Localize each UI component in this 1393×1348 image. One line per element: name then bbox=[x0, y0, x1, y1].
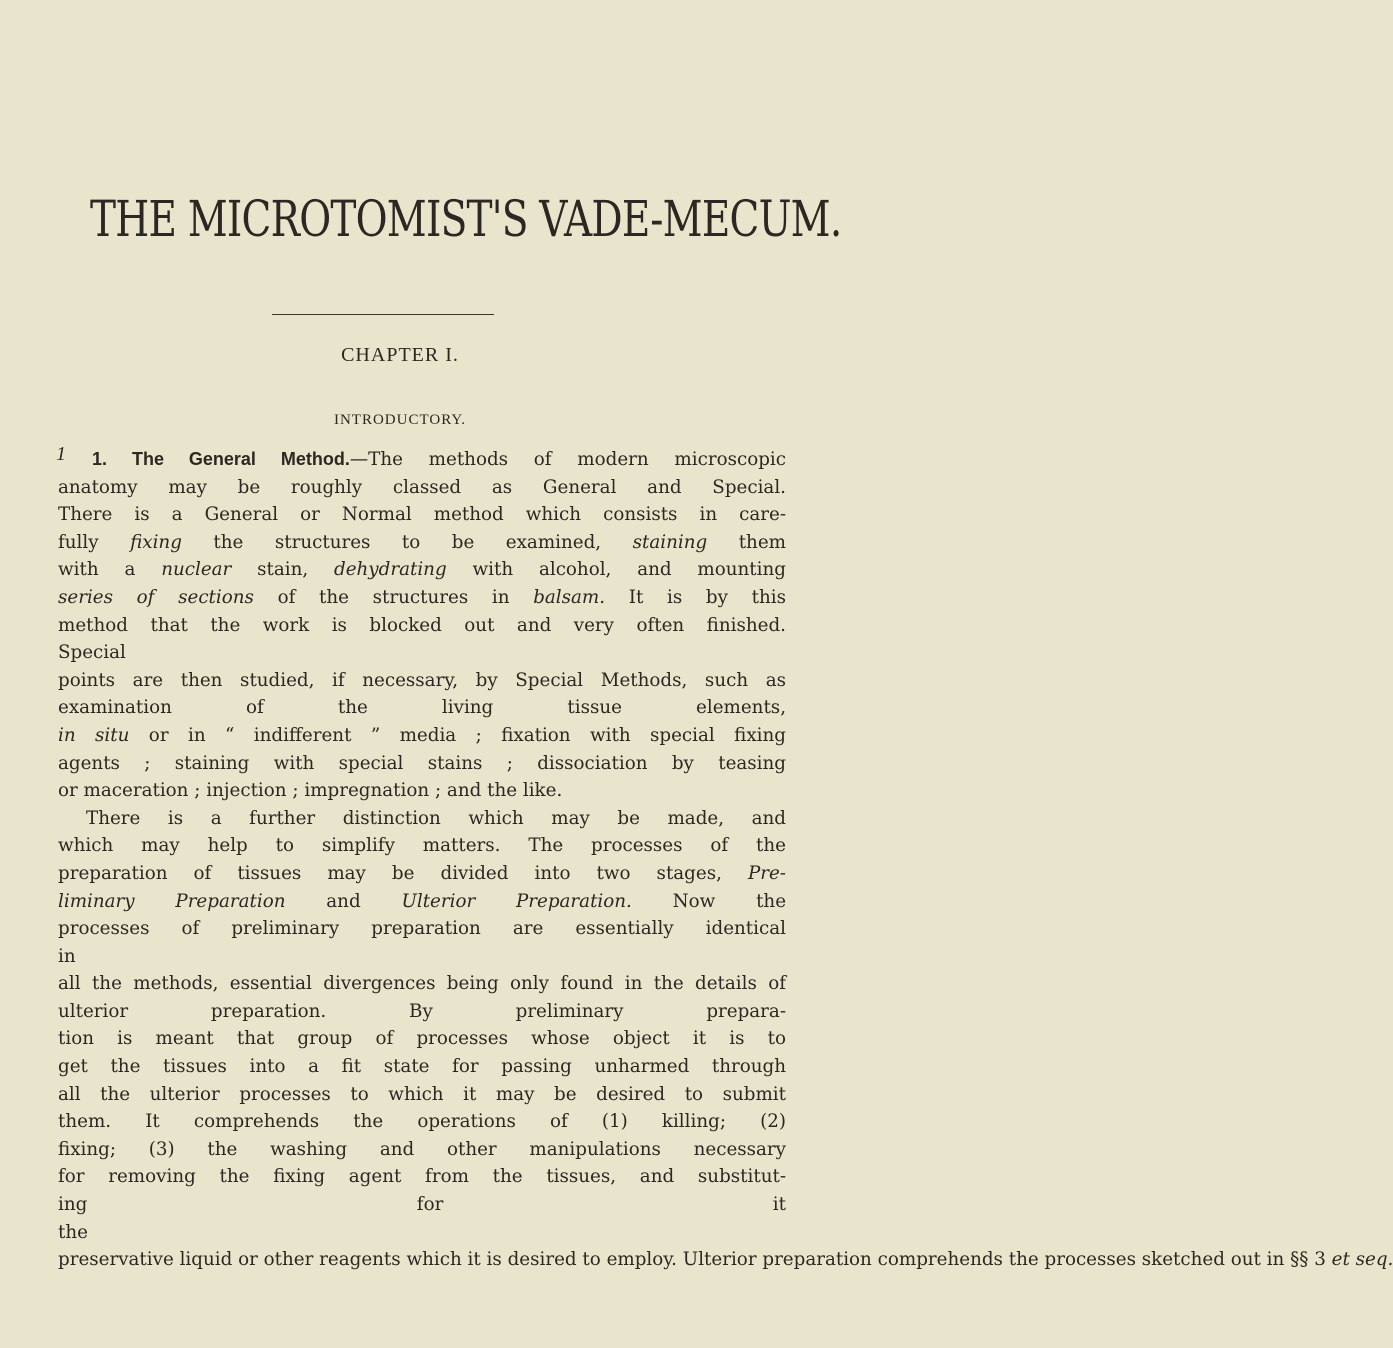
text-line bbox=[58, 915, 786, 943]
text-line bbox=[58, 1219, 786, 1247]
text-segment: which may help to simplify matters. The processes of the bbox=[58, 835, 786, 857]
text-line bbox=[58, 1191, 786, 1219]
text-line bbox=[58, 722, 786, 750]
text-line bbox=[58, 805, 786, 833]
text-segment: It is by this bbox=[605, 586, 786, 608]
text-segment: with alcohol, and mounting bbox=[446, 559, 786, 581]
text-segment: Special bbox=[58, 642, 126, 664]
text-segment: ing for it bbox=[58, 1194, 786, 1216]
italic-term: nuclear bbox=[161, 559, 232, 581]
text-segment: and bbox=[285, 890, 402, 912]
margin-mark: 1 bbox=[56, 443, 66, 465]
italic-term: in situ bbox=[58, 724, 130, 746]
text-segment: points are then studied, if necessary, by Special Methods, such as examination of the living tissue elements, bbox=[58, 669, 786, 719]
text-segment: preservative liquid or other reagents which it is desired to employ. Ulterior preparation comprehends the processes sketched out in §§ 3 bbox=[58, 1249, 1332, 1271]
text-line bbox=[58, 1053, 786, 1081]
text-line bbox=[58, 446, 786, 474]
text-segment: of the structures in bbox=[253, 586, 534, 608]
text-line bbox=[58, 860, 786, 888]
text-segment: fully bbox=[58, 531, 131, 553]
italic-term: series of sections bbox=[58, 586, 254, 608]
section-number: 1. bbox=[92, 449, 132, 469]
section-heading: The General Method. bbox=[131, 449, 350, 469]
text-segment: get the tissues into a fit state for passing unharmed through bbox=[58, 1056, 786, 1078]
text-line bbox=[58, 667, 786, 722]
text-segment: Now the bbox=[631, 890, 787, 912]
text-segment: all the methods, essential divergences being only found in the details of ulterior preparation. By preliminary prepara- bbox=[58, 973, 786, 1022]
italic-term: staining bbox=[632, 531, 708, 553]
text-segment: anatomy may be roughly classed as General and Special. bbox=[58, 476, 786, 498]
italic-term: balsam. bbox=[533, 586, 606, 608]
text-segment: in bbox=[58, 945, 76, 967]
text-line bbox=[58, 1081, 786, 1109]
text-segment: tion is meant that group of processes whose object it is to bbox=[58, 1028, 786, 1050]
text-line bbox=[58, 639, 786, 667]
text-segment: the bbox=[58, 1221, 88, 1243]
text-segment: them. It comprehends the operations of (1) killing; (2) bbox=[58, 1111, 786, 1133]
text-line bbox=[58, 584, 786, 612]
text-line bbox=[58, 612, 786, 640]
text-segment: with a bbox=[58, 559, 162, 581]
body-text bbox=[58, 446, 1393, 1274]
text-line bbox=[58, 970, 786, 1025]
text-line bbox=[58, 1246, 1393, 1274]
text-line bbox=[58, 750, 786, 778]
italic-term: liminary Preparation bbox=[58, 890, 286, 912]
text-line bbox=[58, 1025, 786, 1053]
text-line bbox=[58, 832, 786, 860]
text-line bbox=[58, 943, 786, 971]
text-segment: for removing the fixing agent from the tissues, and substitut- bbox=[58, 1166, 786, 1188]
title-rule bbox=[272, 314, 494, 315]
text-line bbox=[58, 888, 786, 916]
text-line bbox=[58, 1163, 786, 1191]
chapter-heading: CHAPTER I. bbox=[341, 344, 459, 366]
book-title: THE MICROTOMIST'S VADE-MECUM. bbox=[90, 190, 842, 248]
text-segment: fixing; (3) the washing and other manipulations necessary bbox=[58, 1138, 786, 1160]
italic-term: Ulterior Preparation. bbox=[401, 890, 632, 912]
text-segment: agents ; staining with special stains ; dissociation by teasing bbox=[58, 752, 786, 774]
text-segment: processes of preliminary preparation are essentially identical bbox=[58, 918, 786, 940]
text-segment: —The methods of modern microscopic bbox=[349, 449, 787, 470]
text-segment: stain, bbox=[231, 559, 335, 581]
text-line bbox=[58, 501, 786, 529]
text-line bbox=[58, 1108, 786, 1136]
text-segment: all the ulterior processes to which it may be desired to submit bbox=[58, 1083, 786, 1105]
italic-term: dehydrating bbox=[334, 559, 447, 581]
text-line bbox=[58, 529, 786, 557]
text-line bbox=[58, 777, 786, 805]
text-line bbox=[58, 556, 786, 584]
text-segment: or in “ indifferent ” media ; fixation with special fixing bbox=[129, 724, 786, 746]
text-segment: There is a further distinction which may be made, and bbox=[86, 807, 786, 829]
text-segment: them bbox=[707, 531, 786, 553]
text-line bbox=[58, 474, 786, 502]
text-segment: or maceration ; injection ; impregnation ; and the like. bbox=[58, 780, 563, 802]
italic-term: fixing bbox=[130, 531, 182, 553]
chapter-subtitle: INTRODUCTORY. bbox=[333, 412, 467, 428]
text-segment: method that the work is blocked out and very often finished. bbox=[58, 614, 786, 636]
text-line bbox=[58, 1136, 786, 1164]
text-segment: There is a General or Normal method which consists in care- bbox=[58, 504, 786, 526]
italic-term: et seq. bbox=[1331, 1249, 1393, 1271]
italic-term: Pre- bbox=[747, 862, 786, 884]
text-segment: preparation of tissues may be divided into two stages, bbox=[58, 862, 748, 884]
text-segment: the structures to be examined, bbox=[181, 531, 633, 553]
